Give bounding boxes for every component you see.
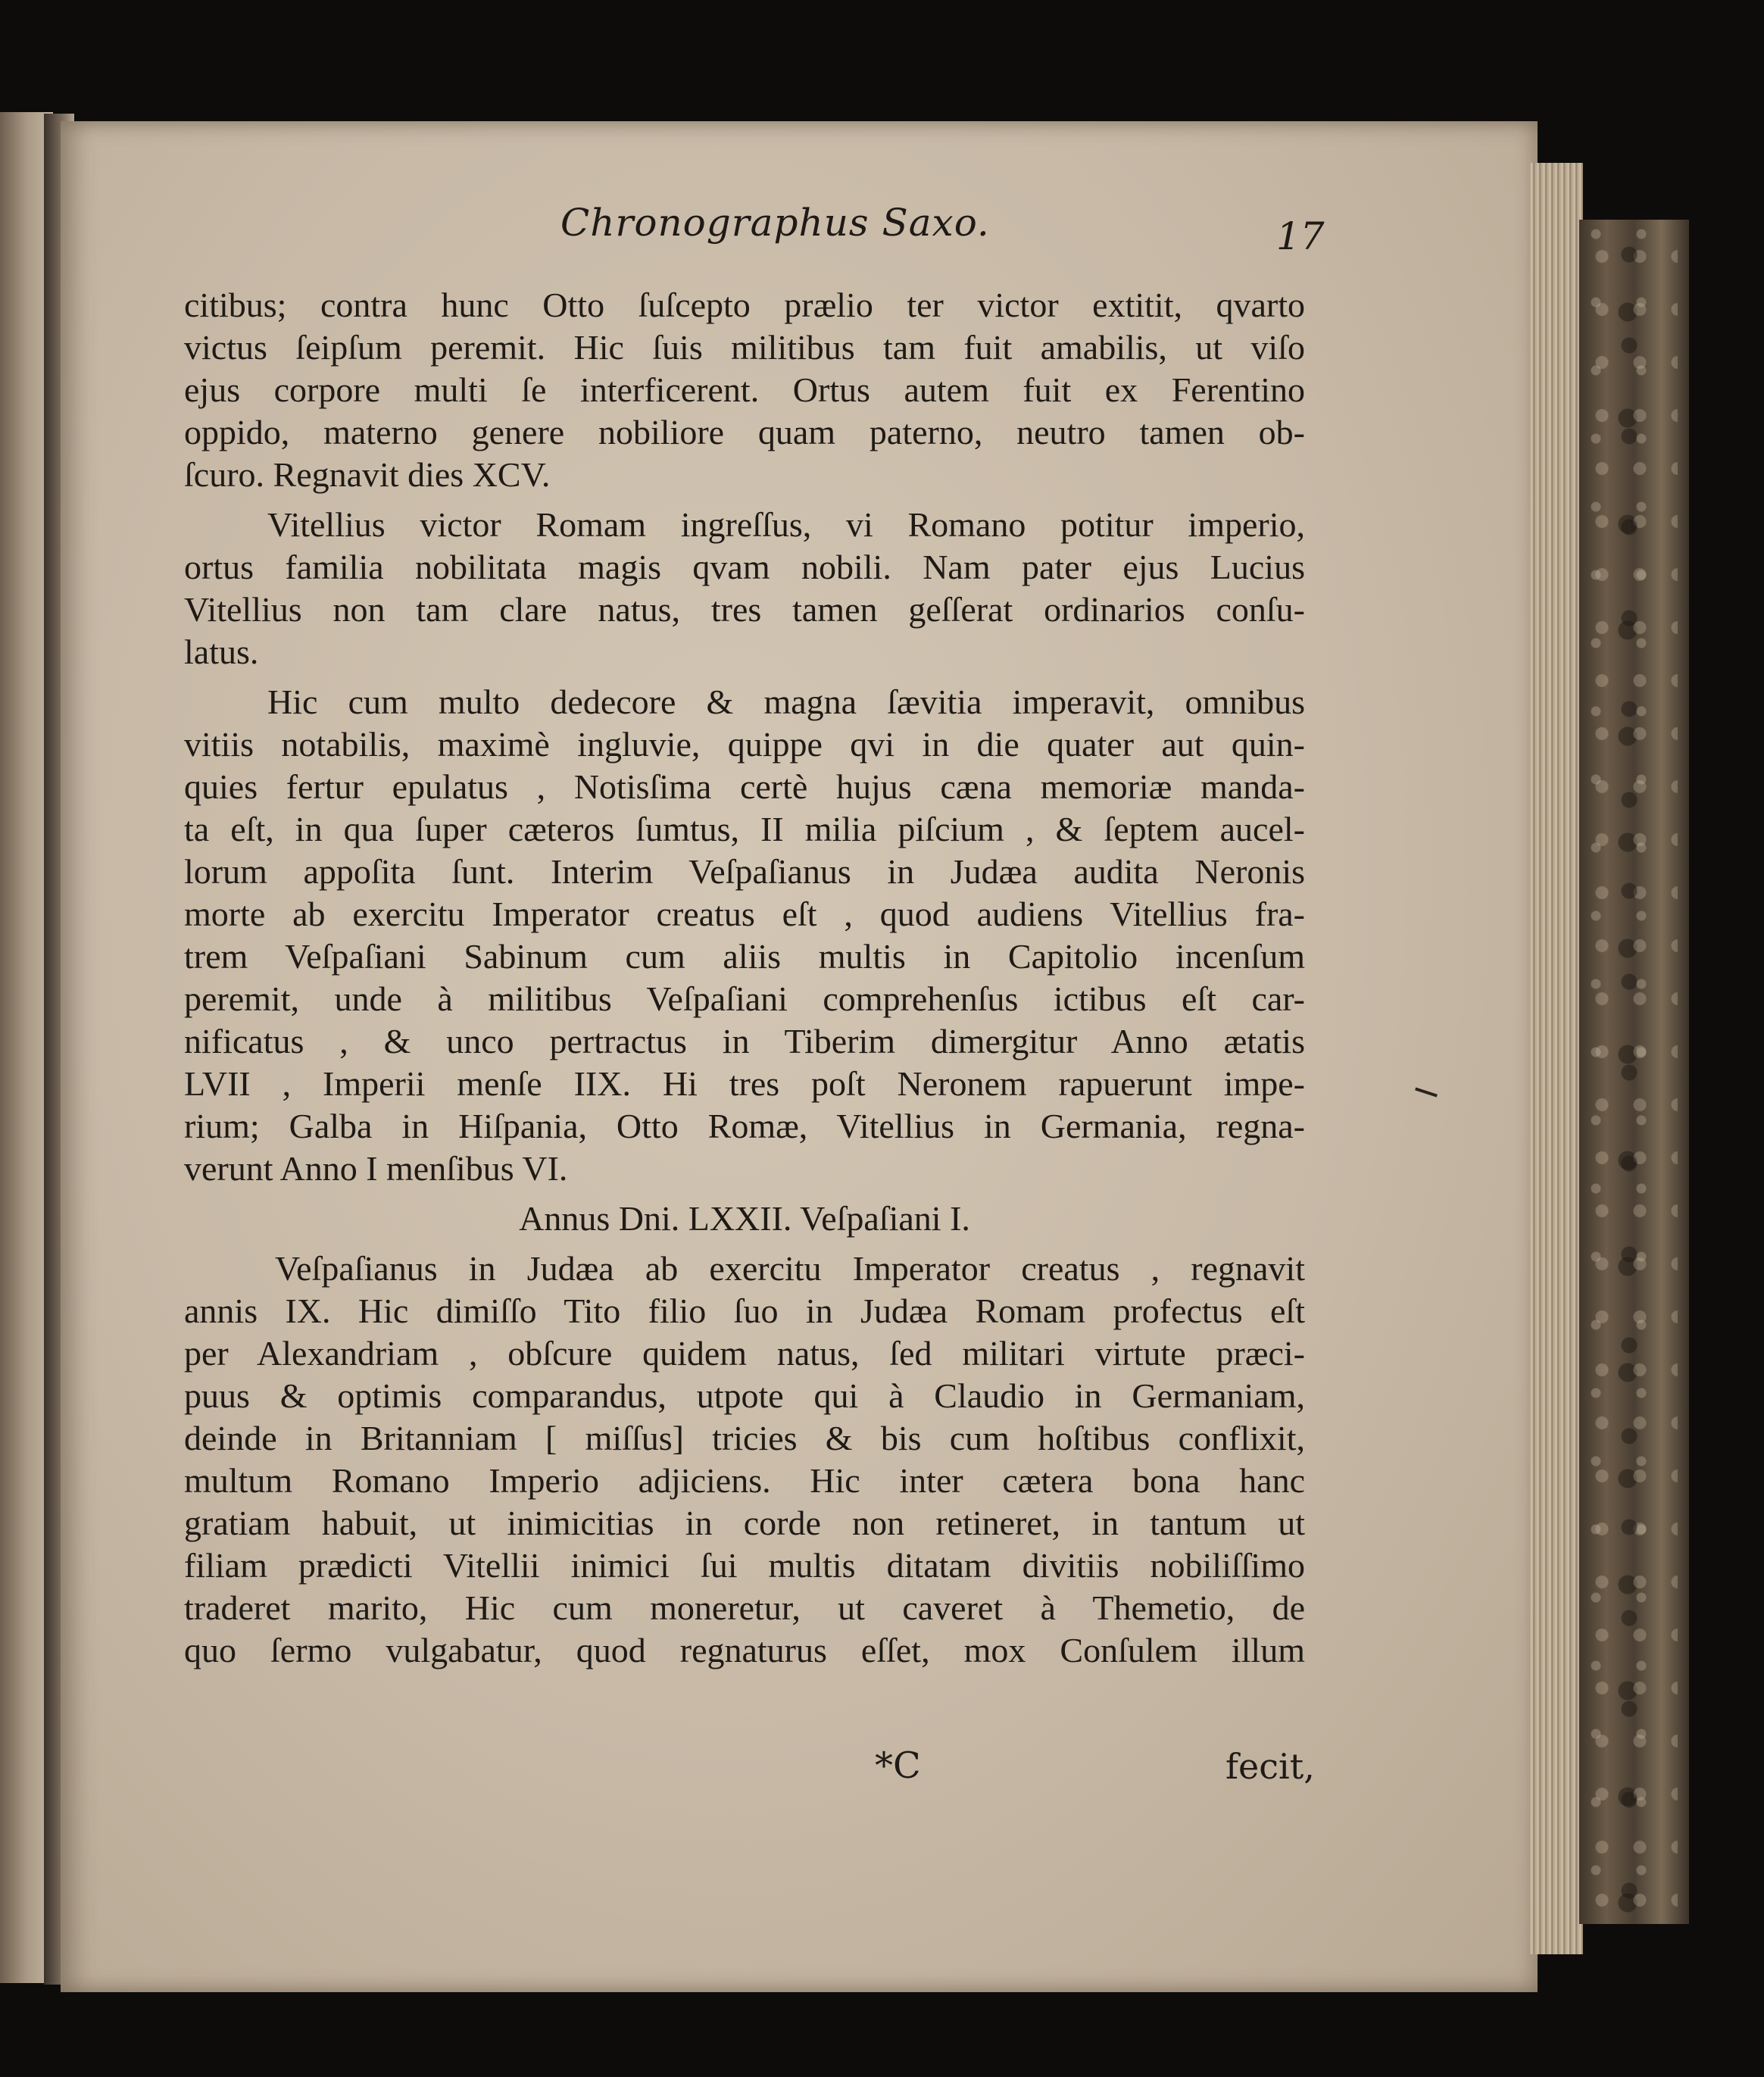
text-line: citibus; contra hunc Otto ſuſcepto prælio ter victor extitit, qvarto	[184, 286, 1305, 324]
text-line: filiam prædicti Vitellii inimici ſui multis ditatam divitiis nobiliſſimo	[184, 1546, 1305, 1585]
text-line: traderet marito, Hic cum moneretur, ut caveret à Themetio, de	[184, 1588, 1305, 1627]
text-line: latus.	[184, 632, 259, 671]
text-line: peremit, unde à militibus Veſpaſiani comprehenſus ictibus eſt car-	[184, 979, 1305, 1018]
marbled-cover-texture	[1587, 227, 1678, 1916]
text-line: nificatus , & unco pertractus in Tiberim dimergitur Anno ætatis	[184, 1022, 1305, 1060]
text-line: per Alexandriam , obſcure quidem natus, ſed militari virtute præci-	[184, 1334, 1305, 1373]
text-line: vitiis notabilis, maximè ingluvie, quippe qvi in die quater aut quin-	[184, 725, 1305, 764]
catchword: fecit,	[1225, 1746, 1315, 1787]
text-line: morte ab exercitu Imperator creatus eſt , quod audiens Vitellius fra-	[184, 895, 1305, 933]
text-line: lorum appoſita ſunt. Interim Veſpaſianus in Judæa audita Neronis	[184, 852, 1305, 891]
page-number: 17	[1276, 214, 1325, 258]
text-line: victus ſeipſum peremit. Hic ſuis militibus tam fuit amabilis, ut viſo	[184, 328, 1305, 367]
text-line: verunt Anno I menſibus VI.	[184, 1149, 568, 1188]
text-line: LVII , Imperii menſe IIX. Hi tres poſt Neronem rapuerunt impe-	[184, 1064, 1305, 1103]
text-line: Veſpaſianus in Judæa ab exercitu Imperator creatus , regnavit	[275, 1249, 1305, 1288]
text-line: quo ſermo vulgabatur, quod regnaturus eſſet, mox Conſulem illum	[184, 1631, 1305, 1669]
text-line: rium; Galba in Hiſpania, Otto Romæ, Vitellius in Germania, regna-	[184, 1107, 1305, 1145]
text-line: multum Romano Imperio adjiciens. Hic inter cætera bona hanc	[184, 1461, 1305, 1500]
year-heading: Annus Dni. LXXII. Veſpaſiani I.	[519, 1199, 970, 1238]
text-line: Hic cum multo dedecore & magna ſævitia imperavit, omnibus	[267, 682, 1305, 721]
text-line: Vitellius non tam clare natus, tres tamen geſſerat ordinarios conſu-	[184, 590, 1305, 629]
page-edge-stack	[1530, 163, 1583, 1954]
signature-mark: *C	[875, 1744, 921, 1787]
text-line: Vitellius victor Romam ingreſſus, vi Romano potitur imperio,	[267, 505, 1305, 544]
text-line: oppido, materno genere nobiliore quam paterno, neutro tamen ob-	[184, 413, 1305, 451]
text-line: puus & optimis comparandus, utpote qui à Claudio in Germaniam,	[184, 1376, 1305, 1415]
text-line: ejus corpore multi ſe interficerent. Ortus autem fuit ex Ferentino	[184, 370, 1305, 409]
text-line: trem Veſpaſiani Sabinum cum aliis multis in Capitolio incenſum	[184, 937, 1305, 976]
text-line: ortus familia nobilitata magis qvam nobili. Nam pater ejus Lucius	[184, 548, 1305, 586]
text-line: quies fertur epulatus , Notisſima certè hujus cæna memoriæ manda-	[184, 767, 1305, 806]
text-line: deinde in Britanniam [ miſſus] tricies & bis cum hoſtibus conflixit,	[184, 1419, 1305, 1457]
text-line: ta eſt, in qua ſuper cæteros ſumtus, II milia piſcium , & ſeptem aucel-	[184, 810, 1305, 848]
running-head: Chronographus Saxo.	[560, 201, 990, 245]
text-line: annis IX. Hic dimiſſo Tito filio ſuo in Judæa Romam profectus eſt	[184, 1291, 1305, 1330]
text-line: gratiam habuit, ut inimicitias in corde non retineret, in tantum ut	[184, 1504, 1305, 1542]
text-line: ſcuro. Regnavit dies XCV.	[184, 455, 551, 494]
